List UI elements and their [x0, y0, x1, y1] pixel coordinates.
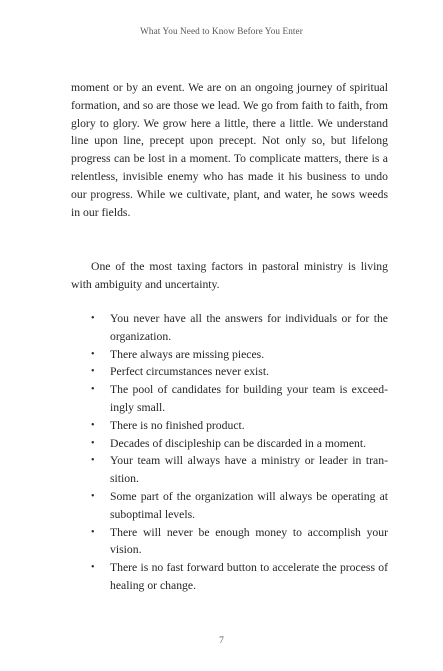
page-number: 7 — [219, 636, 224, 646]
list-item — [0, 417, 443, 435]
list-item-text: The pool of candidates for building your team is exceedingly small. — [110, 383, 388, 414]
list-item-text: There always are missing pieces. — [110, 347, 265, 361]
bullet-icon: • — [91, 419, 95, 431]
body-paragraph-1: moment or by an event. We are on an ongoing journey of spiritual formation, and so are those we lead. We go from faith to faith, from glory to glory. We grow here a little, there a little. We understand line upon line, precept upon precept. Not only so, but lifelong progress can be lost in a moment. To complicate matters, there is a relentless, invisible enemy who has made it his business to undo our progress. While we cultivate, plant, and water, he sows weeds in our fields. — [71, 81, 388, 219]
bullet-icon: • — [91, 455, 95, 467]
list-item — [0, 435, 443, 453]
list-item — [0, 381, 443, 417]
list-item — [0, 363, 443, 381]
list-item — [0, 310, 443, 346]
list-item — [0, 346, 443, 364]
body-paragraph-2: One of the most taxing factors in pastoral ministry is living with ambiguity and uncertainty. — [71, 260, 388, 291]
list-item-text: Perfect circumstances never exist. — [110, 365, 270, 379]
bullet-icon: • — [91, 313, 95, 324]
running-head: What You Need to Know Before You Enter — [140, 26, 303, 36]
list-item-text: There is no fast forward button to accelerate the process of healing or change. — [110, 561, 388, 592]
bullet-icon: • — [91, 348, 95, 360]
bullet-icon: • — [91, 526, 95, 538]
bullet-icon: • — [91, 562, 95, 574]
bullet-icon: • — [91, 490, 95, 502]
bullet-icon: • — [91, 366, 95, 378]
list-item-text: Your team will always have a ministry or leader in transition. — [110, 454, 388, 486]
bullet-list — [0, 310, 443, 595]
list-item — [0, 559, 443, 595]
list-item-text: There is no finished product. — [110, 418, 245, 432]
list-item-text: You never have all the answers for individuals or for the organization. — [110, 312, 388, 343]
list-item — [0, 452, 443, 488]
list-item — [0, 488, 443, 524]
bullet-icon: • — [91, 437, 95, 449]
list-item — [0, 524, 443, 560]
bullet-icon: • — [91, 384, 95, 396]
list-item-text: Some part of the organization will always be operating at suboptimal levels. — [110, 489, 388, 521]
list-item-text: There will never be enough money to accomplish your vision. — [110, 525, 388, 557]
list-item-text: Decades of discipleship can be discarded in a moment. — [110, 436, 367, 450]
